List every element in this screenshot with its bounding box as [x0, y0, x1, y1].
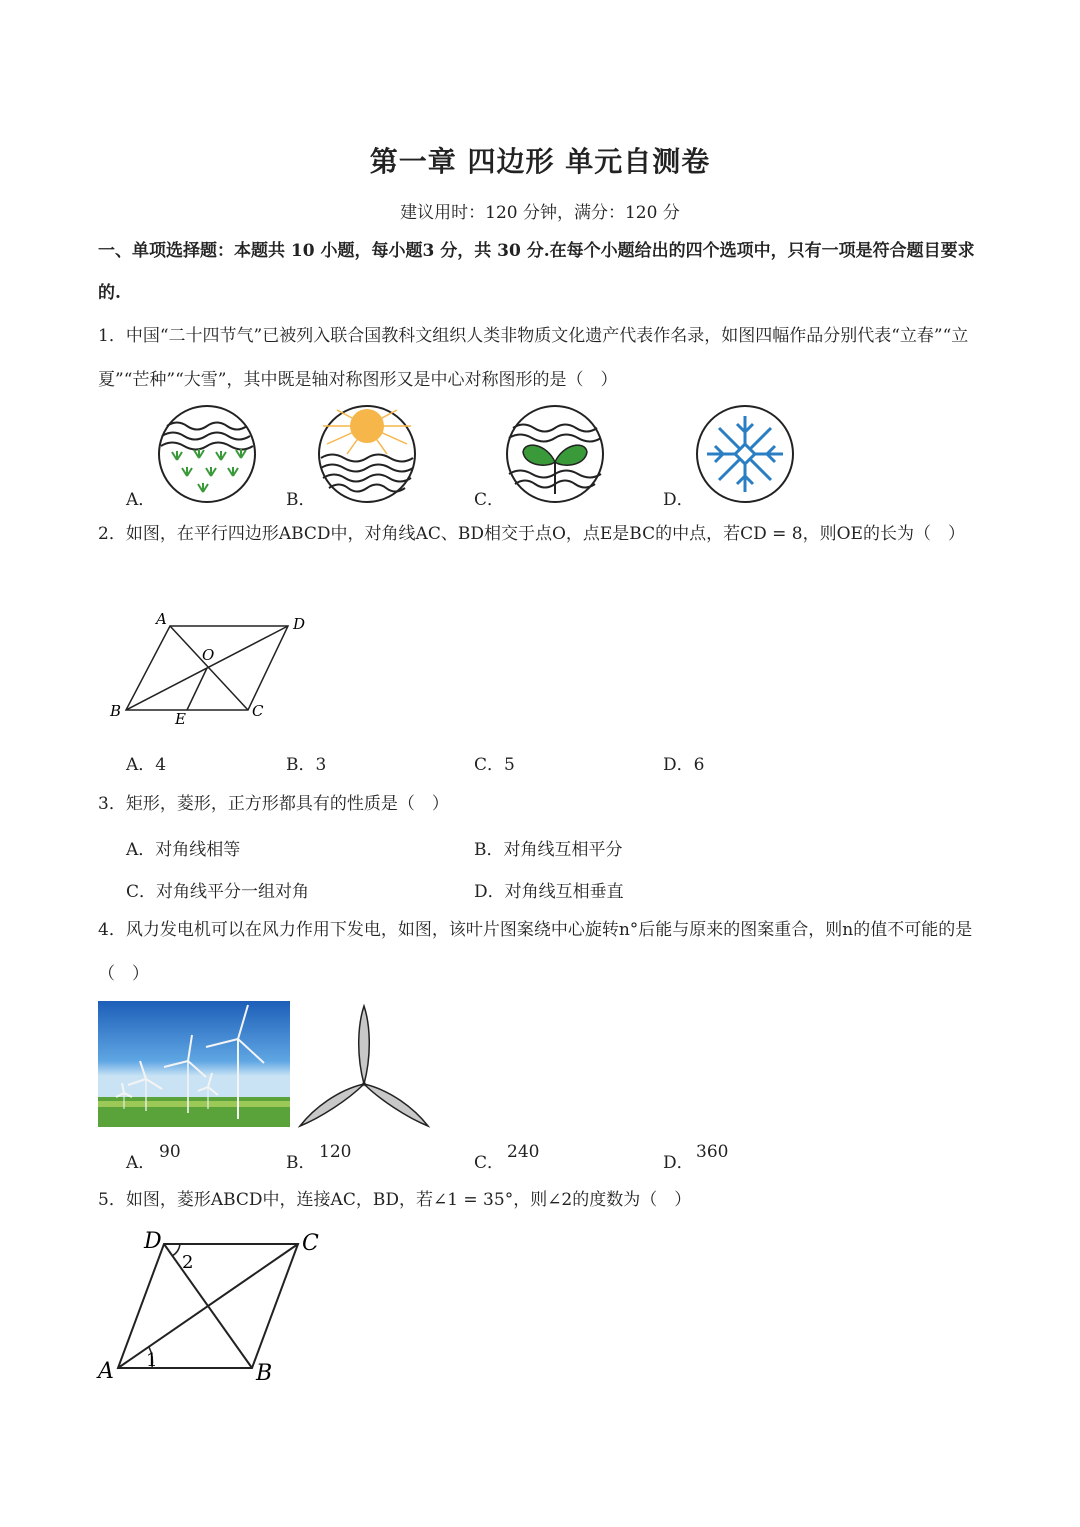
section-heading: 一、单项选择题：本题共 10 小题，每小题3 分，共 30 分.在每个小题给出的四个选项中，只有一项是符合题目要求的. — [98, 241, 975, 303]
rhombus-figure — [94, 1222, 334, 1396]
question-4-text: 4．风力发电机可以在风力作用下发电，如图，该叶片图案绕中心旋转n°后能与原来的图案重合，则n的值不可能的是（ ） — [98, 920, 973, 984]
q4-option-b-value: 120 — [319, 1142, 352, 1162]
q1-option-c[interactable]: C． — [474, 490, 505, 510]
label-b: B — [256, 1361, 273, 1386]
page-subtitle: 建议用时：120 分钟，满分：120 分 — [400, 203, 680, 223]
label-b: B — [110, 702, 122, 720]
q2-option-c[interactable]: C．5 — [474, 755, 515, 775]
question-1-text: 1．中国“二十四节气”已被列入联合国教科文组织人类非物质文化遗产代表作名录，如图四幅作品分别代表“立春”“立夏”“芒种”“大雪”，其中既是轴对称图形又是中心对称图形的是（ ） — [98, 326, 969, 390]
q4-option-c-value: 240 — [507, 1142, 540, 1162]
q2-option-d[interactable]: D．6 — [663, 755, 705, 775]
q4-option-b-letter[interactable]: B． — [286, 1153, 316, 1173]
label-c: C — [252, 702, 264, 720]
q4-option-d-letter[interactable]: D． — [663, 1153, 694, 1173]
q4-option-a-letter[interactable]: A． — [126, 1153, 156, 1173]
wind-turbine-photo — [98, 1001, 290, 1131]
question-2-text: 2．如图，在平行四边形ABCD中，对角线AC、BD相交于点O，点E是BC的中点，若CD = 8，则OE的长为（ ） — [98, 524, 965, 544]
q2-option-b[interactable]: B．3 — [286, 755, 327, 775]
q1-option-d[interactable]: D． — [663, 490, 694, 510]
q2-option-a[interactable]: A．4 — [126, 755, 167, 775]
parallelogram-figure — [100, 610, 330, 734]
sprout-icon — [507, 406, 603, 502]
label-d: D — [144, 1229, 162, 1254]
blade-pattern-figure — [296, 1004, 436, 1134]
q3-option-a[interactable]: A．对角线相等 — [126, 840, 241, 860]
angle-2-label: 2 — [182, 1252, 194, 1273]
q1-option-b[interactable]: B． — [286, 490, 316, 510]
label-e: E — [175, 710, 186, 728]
spring-icon — [159, 406, 255, 502]
q4-option-a-value: 90 — [159, 1142, 181, 1162]
solar-term-icons — [0, 400, 1080, 510]
label-a: A — [156, 610, 167, 628]
label-d: D — [293, 615, 306, 633]
page-title: 第一章 四边形 单元自测卷 — [369, 145, 711, 178]
q3-option-b[interactable]: B．对角线互相平分 — [474, 840, 623, 860]
label-o: O — [202, 646, 215, 664]
summer-icon — [319, 406, 415, 502]
q3-option-d[interactable]: D．对角线互相垂直 — [474, 882, 624, 902]
snowflake-icon — [697, 406, 793, 502]
label-c: C — [302, 1231, 319, 1256]
angle-1-label: 1 — [146, 1350, 158, 1371]
question-5-text: 5．如图，菱形ABCD中，连接AC，BD，若∠1 = 35°，则∠2的度数为（ ） — [98, 1190, 692, 1210]
question-3-text: 3．矩形，菱形，正方形都具有的性质是（ ） — [98, 794, 449, 814]
q3-option-c[interactable]: C．对角线平分一组对角 — [126, 882, 310, 902]
q4-option-c-letter[interactable]: C． — [474, 1153, 505, 1173]
q4-option-d-value: 360 — [696, 1142, 729, 1162]
label-a: A — [98, 1359, 114, 1384]
solar-term-figures — [0, 400, 1080, 510]
q1-option-a[interactable]: A． — [126, 490, 156, 510]
